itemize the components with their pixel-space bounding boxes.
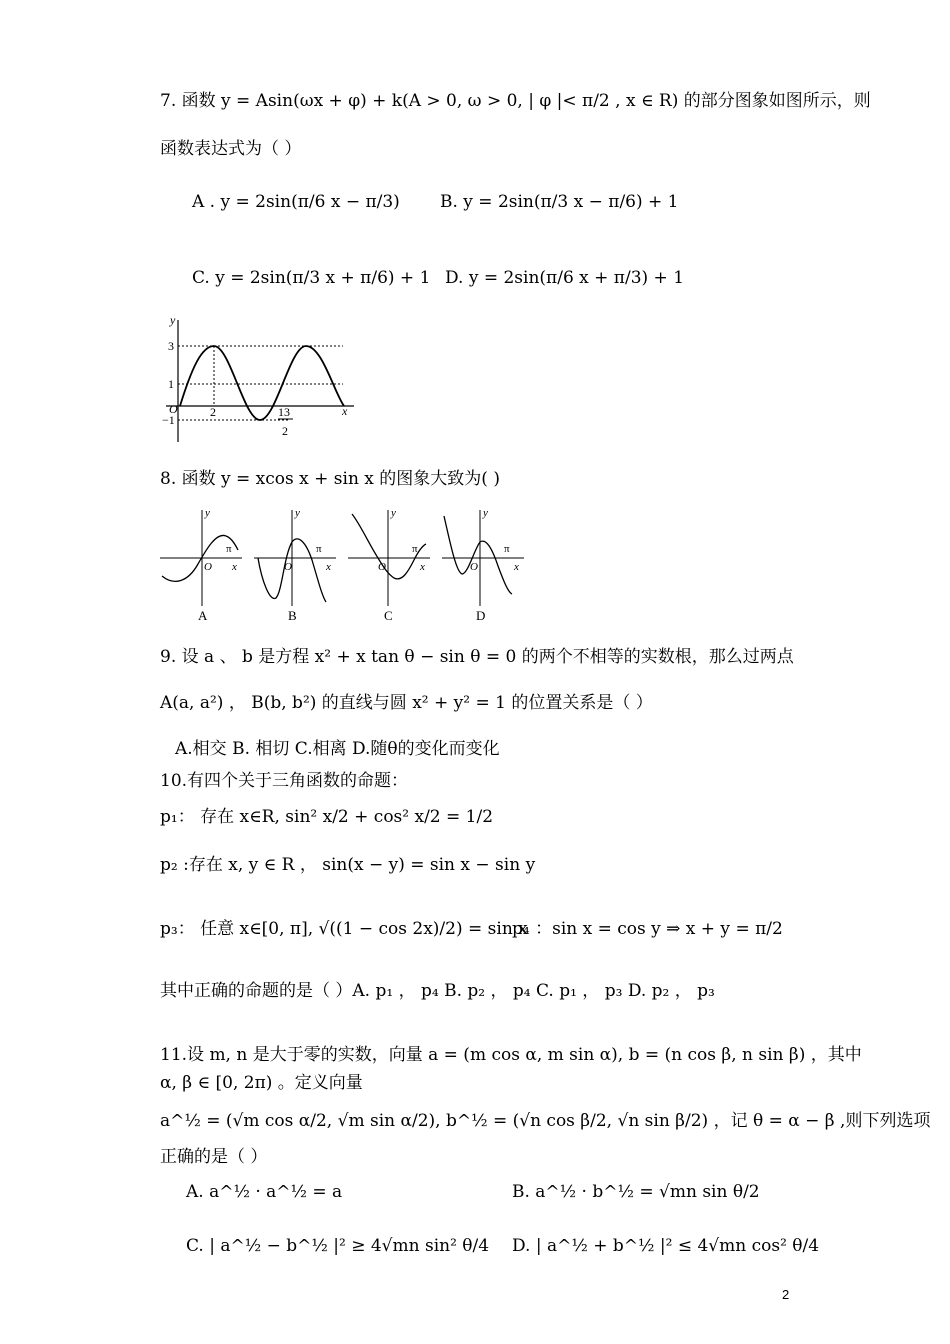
q10-p1: p₁： 存在 x∈R, sin² x/2 + cos² x/2 = 1/2 (160, 807, 494, 827)
q8-stem: 8. 函数 y = xcos x + sin x 的图象大致为( ) (160, 469, 500, 489)
q8-c-label: C (384, 608, 393, 623)
q10-p3: p₃： 任意 x∈[0, π], √((1 − cos 2x)/2) = sin x (160, 919, 528, 939)
q7-stem-line1: 7. 函数 y = Asin(ωx + φ) + k(A > 0, ω > 0, | φ |< π/2 , x ∈ R) 的部分图象如图所示，则 (160, 91, 871, 111)
q11-option-b: B. a^½ · b^½ = √mn sin θ/2 (512, 1182, 760, 1202)
q11-option-d: D. | a^½ + b^½ |² ≤ 4√mn cos² θ/4 (512, 1236, 820, 1256)
q8-graph-a (160, 507, 242, 623)
q8-b-o: O (284, 561, 292, 573)
q11-option-c: C. | a^½ − b^½ |² ≥ 4√mn sin² θ/4 (186, 1236, 490, 1256)
q8-c-y: y (391, 507, 396, 519)
q8-graphs (158, 502, 530, 626)
page-number: 2 (782, 1287, 790, 1302)
q8-d-o: O (470, 561, 478, 573)
q7-option-d: D. y = 2sin(π/6 x + π/3) + 1 (445, 268, 685, 288)
q7-xtick-2: 2 (210, 405, 216, 419)
q9-stem-line1: 9. 设 a 、 b 是方程 x² + x tan θ − sin θ = 0 的两个不相等的实数根，那么过两点 (160, 647, 794, 667)
q7-option-a: A . y = 2sin(π/6 x − π/3) (192, 192, 400, 212)
q7-xtick-2-den: 2 (282, 424, 288, 438)
q8-b-x: x (326, 561, 331, 573)
q8-d-y: y (483, 507, 488, 519)
q7-x-label: x (342, 404, 348, 418)
q8-d-x: x (514, 561, 519, 573)
q8-graph-c (348, 507, 430, 623)
q7-origin: O (169, 402, 178, 416)
q7-ytick-neg1: −1 (162, 413, 175, 427)
q8-a-o: O (204, 561, 212, 573)
q7-option-c: C. y = 2sin(π/3 x + π/6) + 1 (192, 268, 431, 288)
q8-d-label: D (476, 608, 486, 623)
q7-stem-line2: 函数表达式为（ ） (160, 139, 302, 159)
q8-a-x: x (232, 561, 237, 573)
q8-c-pi: π (412, 543, 418, 555)
q10-answer-line: 其中正确的命题的是（ ）A. p₁ ， p₄ B. p₂ ， p₄ C. p₁ ， p₃ D. p₂ ， p₃ (160, 981, 715, 1001)
q7-graph (158, 312, 358, 444)
q9-stem-line2: A(a, a²) ， B(b, b²) 的直线与圆 x² + y² = 1 的位置关系是（ ） (160, 693, 653, 713)
q11-stem-line3: a^½ = (√m cos α/2, √m sin α/2), b^½ = (√n cos β/2, √n sin β/2) ，记 θ = α − β ,则下列选项 (160, 1111, 931, 1131)
q7-option-b: B. y = 2sin(π/3 x − π/6) + 1 (440, 192, 679, 212)
q8-c-x: x (420, 561, 425, 573)
q11-stem-line2: α, β ∈ [0, 2π) 。定义向量 (160, 1073, 363, 1093)
q8-graph-d (442, 507, 524, 623)
q7-sine-curve (180, 346, 344, 420)
q8-d-pi: π (504, 543, 510, 555)
q7-ytick-3: 3 (168, 339, 174, 353)
q8-a-pi: π (226, 543, 232, 555)
q8-b-pi: π (316, 543, 322, 555)
q9-options: A.相交 B. 相切 C.相离 D.随θ的变化而变化 (175, 739, 500, 759)
q8-b-y: y (295, 507, 300, 519)
q7-y-label: y (170, 313, 176, 327)
q11-stem-line1: 11.设 m, n 是大于零的实数，向量 a = (m cos α, m sin α), b = (n cos β, n sin β) ，其中 (160, 1045, 862, 1065)
q8-a-label: A (198, 608, 208, 623)
q10-p2: p₂ :存在 x, y ∈ R ， sin(x − y) = sin x − sin y (160, 855, 536, 875)
q7-ytick-1: 1 (168, 377, 174, 391)
q7-xtick-13: 13 (278, 405, 290, 419)
q8-c-o: O (378, 561, 386, 573)
q8-b-label: B (288, 608, 297, 623)
q10-stem: 10.有四个关于三角函数的命题： (160, 771, 409, 791)
q10-p4: p₄ ：sin x = cos y ⇒ x + y = π/2 (512, 919, 783, 939)
q8-graph-b (254, 507, 336, 623)
q8-a-y: y (205, 507, 210, 519)
q11-option-a: A. a^½ · a^½ = a (186, 1182, 343, 1202)
q11-stem-line4: 正确的是（ ） (160, 1147, 268, 1167)
